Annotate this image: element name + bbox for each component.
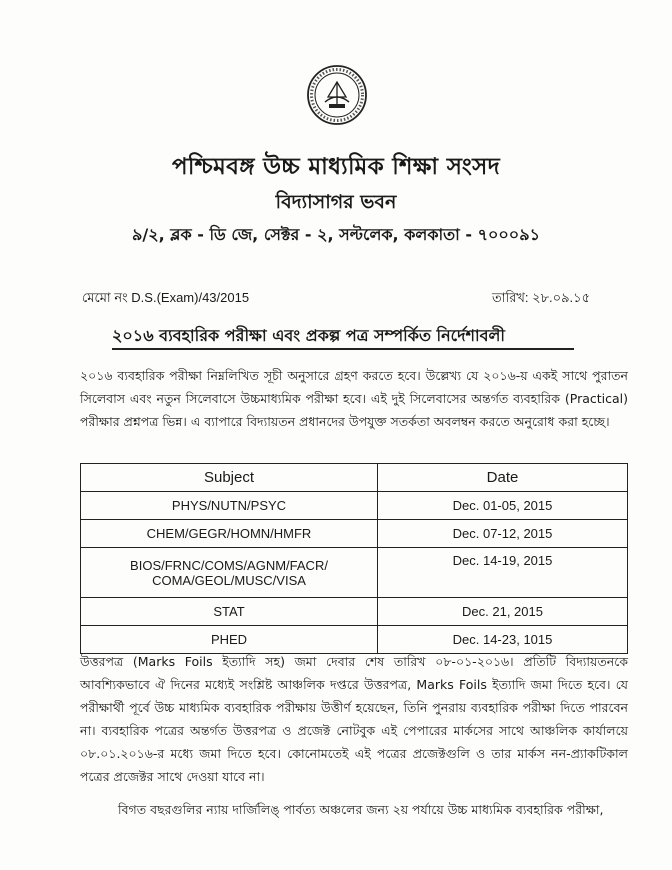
- table-row: [81, 492, 628, 520]
- subject-cell: CHEM/GEGR/HOMN/HMFR: [81, 520, 378, 548]
- notice-title: ২০১৬ ব্যবহারিক পরীক্ষা এবং প্রকল্প পত্র সম্পর্কিত নির্দেশাবলী: [112, 326, 505, 345]
- header-subject: Subject: [81, 464, 378, 492]
- memo-number: মেমো নং D.S.(Exam)/43/2015: [82, 290, 250, 305]
- header-date: Date: [378, 464, 628, 492]
- subject-cell: PHYS/NUTN/PSYC: [81, 492, 378, 520]
- org-address: ৯/২, ব্লক - ডি জে, সেক্টর - ২, সল্টলেক, কলকাতা - ৭০০০৯১: [132, 225, 540, 244]
- date-cell: Dec. 01-05, 2015: [378, 492, 628, 520]
- subject-cell: BIOS/FRNC/COMS/AGNM/FACR/ COMA/GEOL/MUSC/VISA: [81, 548, 378, 598]
- org-title: পশ্চিমবঙ্গ উচ্চ মাধ্যমিক শিক্ষা সংসদ: [172, 154, 500, 180]
- practical-schedule-table: [80, 463, 628, 654]
- date-cell: Dec. 14-23, 1015: [378, 626, 628, 654]
- council-seal-icon: [306, 64, 368, 126]
- table-header-row: [81, 464, 628, 492]
- paragraph-darjeeling: বিগত বছরগুলির ন্যায় দার্জিলিঙ্ পার্বত্য অঞ্চলের জন্য ২য় পর্যায়ে উচ্চ মাধ্যমিক ব্যবহারিক পরীক্ষা,: [118, 802, 604, 817]
- date-cell: Dec. 21, 2015: [378, 598, 628, 626]
- org-building: বিদ্যাসাগর ভবন: [275, 191, 397, 213]
- table-row: [81, 598, 628, 626]
- subject-cell: PHED: [81, 626, 378, 654]
- date-cell: Dec. 07-12, 2015: [378, 520, 628, 548]
- table-row: [81, 548, 628, 598]
- title-underline: [112, 348, 574, 350]
- table-row: [81, 520, 628, 548]
- memo-date: তারিখ: ২৮.০৯.১৫: [492, 290, 591, 305]
- date-cell: Dec. 14-19, 2015: [378, 548, 628, 598]
- paragraph-intro: ২০১৬ ব্যবহারিক পরীক্ষা নিম্নলিখিত সূচী অনুসারে গ্রহণ করতে হবে। উল্লেখ্য যে ২০১৬-য় একই সাথে পুরাতন সিলেবাস এবং নতুন সিলেবাসে উচ্চমাধ্যমিক পরীক্ষা হবে। এই দুই সিলেবাসের অন্তর্গত ব্যবহারিক (Practical) পরীক্ষার প্রশ্নপত্র ভিন্ন। এ ব্যাপারে বিদ্যায়তন প্রধানদের উপযুক্ত সতর্কতা অবলম্বন করতে অনুরোধ করা হচ্ছে।: [80, 368, 628, 429]
- subject-cell: STAT: [81, 598, 378, 626]
- paragraph-submission: উত্তরপত্র (Marks Foils ইত্যাদি সহ) জমা দেবার শেষ তারিখ ০৮-০১-২০১৬। প্রতিটি বিদ্যায়তনকে আবশ্যিকভাবে ঐ দিনের মধ্যেই সংশ্লিষ্ট আঞ্চলিক দপ্তরে উত্তরপত্র, Marks Foils ইত্যাদি জমা দিতে হবে। যে পরীক্ষার্থী পূর্বে উচ্চ মাধ্যমিক ব্যবহারিক পরীক্ষায় উত্তীর্ণ হয়েছেন, তিনি পুনরায় ব্যবহারিক পরীক্ষা দিতে পারবেন না। ব্যবহারিক পত্রের অন্তর্গত উত্তরপত্র ও প্রজেক্ট নোটবুক এই পেপারের মার্কসের সাথে আঞ্চলিক কার্যালয়ে ০৮.০১.২০১৬-র মধ্যে জমা দিতে হবে। কোনোমতেই এই পত্রের প্রজেক্টগুলি ও তার মার্কস নন-প্র্যাকটিকাল পত্রের প্রজেক্টর সাথে দেওয়া যাবে না।: [80, 654, 628, 784]
